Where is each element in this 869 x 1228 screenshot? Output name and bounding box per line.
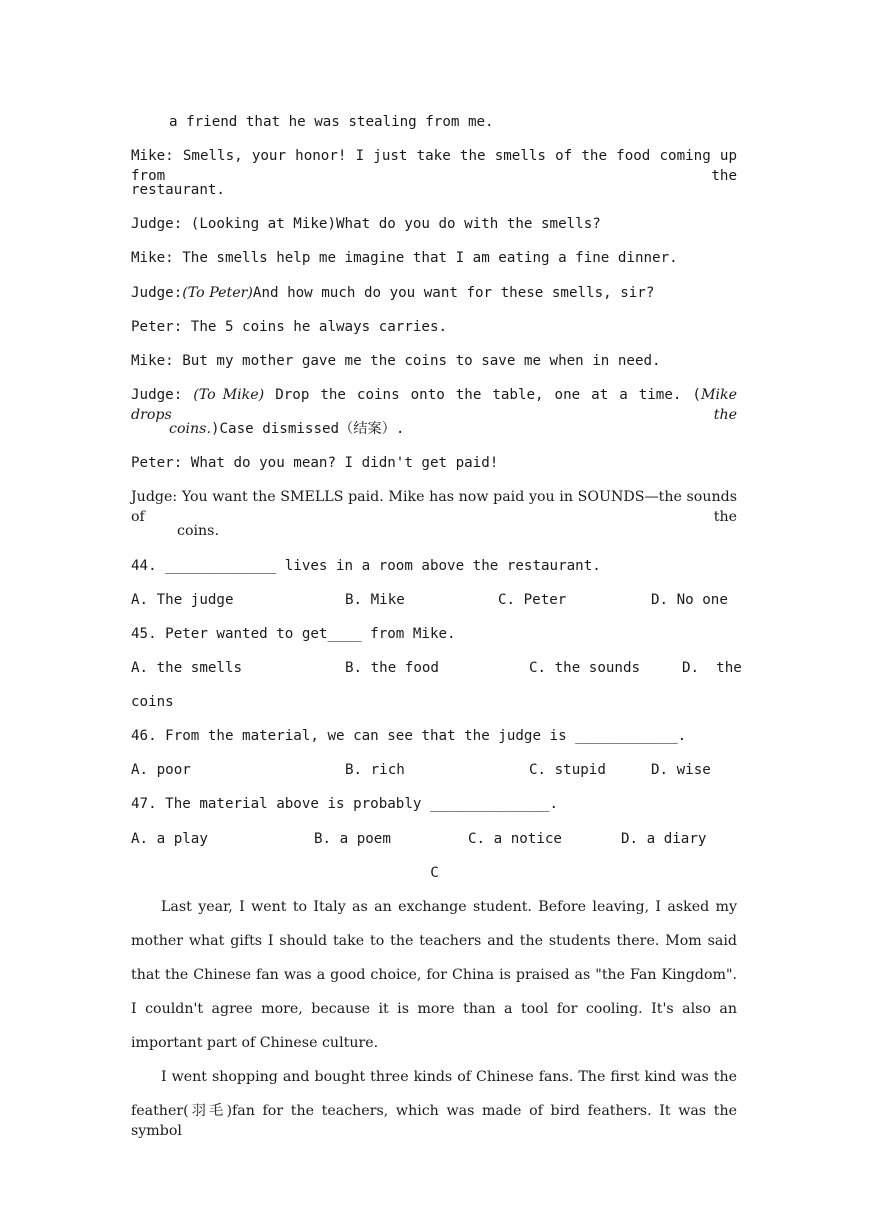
paragraph-line: mother what gifts I should take to the teachers and the students there. Mom said [131, 933, 737, 949]
answer-option[interactable]: B. a poem [314, 831, 391, 847]
question-stem: 44. _____________ lives in a room above the restaurant. [131, 558, 601, 574]
answer-option[interactable]: D. wise [651, 762, 711, 778]
paragraph-line: Last year, I went to Italy as an exchange student. Before leaving, I asked my [161, 899, 737, 915]
question-stem: 46. From the material, we can see that the judge is ____________. [131, 728, 687, 744]
speaker-label: Judge: [131, 285, 183, 301]
dialogue-line: a friend that he was stealing from me. [169, 114, 494, 130]
dialogue-line: Peter: The 5 coins he always carries. [131, 319, 448, 335]
paragraph-line: I couldn't agree more, because it is more than a tool for cooling. It's also an [131, 1001, 737, 1017]
dialogue-line: coins. [177, 523, 219, 539]
paragraph-line: feather(羽毛)fan for the teachers, which was made of bird feathers. It was the symbol [131, 1103, 737, 1139]
answer-option[interactable]: C. stupid [529, 762, 606, 778]
answer-option[interactable]: C. a notice [468, 831, 562, 847]
answer-option[interactable]: A. a play [131, 831, 208, 847]
dialogue-line [131, 283, 654, 303]
speaker-label: Judge: [131, 387, 194, 403]
dialogue-text: And how much do you want for these smells, sir? [252, 285, 655, 301]
answer-option[interactable]: D. a diary [621, 831, 707, 847]
stage-direction: (To Peter) [182, 285, 253, 301]
dialogue-text: )Case dismissed（结案）. [210, 421, 405, 437]
answer-option[interactable]: A. poor [131, 762, 191, 778]
dialogue-line: Judge: (Looking at Mike)What do you do with the smells? [131, 216, 601, 232]
answer-option[interactable]: D. the [682, 660, 742, 676]
answer-option[interactable]: A. The judge [131, 592, 234, 608]
stage-direction: coins. [169, 421, 211, 437]
stage-direction: (To Mike) [193, 387, 265, 403]
dialogue-line: Peter: What do you mean? I didn't get paid! [131, 455, 499, 471]
dialogue-line: Mike: Smells, your honor! I just take the smells of the food coming up from the [131, 148, 737, 184]
answer-option[interactable]: C. the sounds [529, 660, 641, 676]
answer-option[interactable]: C. Peter [498, 592, 567, 608]
answer-option[interactable]: B. the food [345, 660, 439, 676]
paragraph-line: important part of Chinese culture. [131, 1035, 379, 1051]
stage-direction: Mike drops the [131, 387, 738, 423]
dialogue-line: Mike: But my mother gave me the coins to save me when in need. [131, 353, 661, 369]
dialogue-line [169, 419, 404, 439]
paragraph-line: that the Chinese fan was a good choice, for China is praised as "the Fan Kingdom". [131, 967, 737, 983]
answer-option[interactable]: B. rich [345, 762, 405, 778]
section-heading: C [430, 865, 439, 881]
question-stem: 45. Peter wanted to get____ from Mike. [131, 626, 456, 642]
answer-option[interactable]: D. No one [651, 592, 728, 608]
question-stem: 47. The material above is probably ______________. [131, 796, 559, 812]
dialogue-line: Judge: You want the SMELLS paid. Mike has now paid you in SOUNDS—the sounds of the [131, 489, 737, 525]
dialogue-line: Mike: The smells help me imagine that I am eating a fine dinner. [131, 250, 678, 266]
answer-option-wrap: coins [131, 694, 174, 710]
answer-option[interactable]: A. the smells [131, 660, 243, 676]
dialogue-line: restaurant. [131, 182, 225, 198]
answer-option[interactable]: B. Mike [345, 592, 405, 608]
dialogue-text: Drop the coins onto the table, one at a time. ( [264, 387, 701, 403]
paragraph-line: I went shopping and bought three kinds of Chinese fans. The first kind was the [161, 1069, 737, 1085]
